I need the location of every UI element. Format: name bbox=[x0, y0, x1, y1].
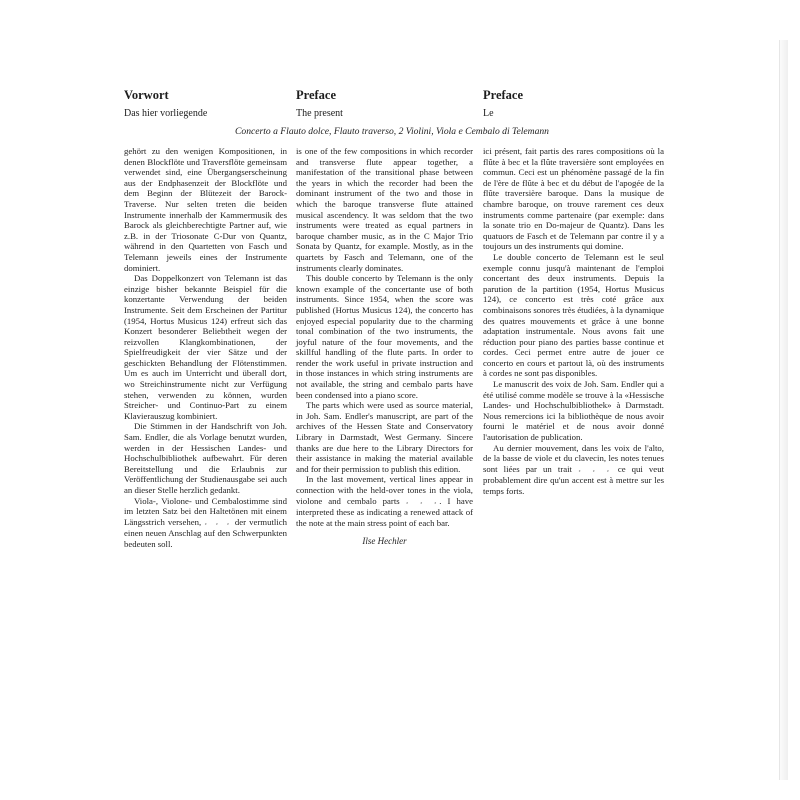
paragraph: Le manuscrit des voix de Joh. Sam. Endler qui a été utilisé comme modèle se trouve à la «Hessische Landes- und Hochschulbibliothek» à Darmstadt. Nous remercions ici la bibliothèque de nous avoir fourni le matériel et de nous avoir donné l'autorisation de publication. bbox=[483, 379, 664, 443]
paragraph-text: . I have interpreted these as indicating a renewed attack of the note at the main stress point of each bar. bbox=[296, 495, 473, 528]
column-german bbox=[124, 146, 287, 550]
paragraph: is one of the few compositions in which recorder and transverse flute appear together, a manifestation of the transitional phase between the years in which the recorder had been the dominant instrument of the two and those in which the baroque transverse flute attained musical ascendency. It was seldom that the two instruments were treated as equal partners in baroque chamber music, as in the C Major Trio Sonata by Quantz, for example. Mostly, as in the quartets by Fasch and Telemann, one of the instruments clearly dominates. bbox=[296, 146, 473, 273]
header-title: Preface bbox=[296, 88, 337, 102]
tenuto-marks-glyph: 𝆹 𝆹 𝆹 bbox=[405, 496, 440, 506]
column-english bbox=[296, 146, 473, 547]
paragraph-text: ce qui veut probablement dire qu'un accent est à mettre sur les temps forts. bbox=[483, 463, 665, 496]
header-title: Vorwort bbox=[124, 88, 169, 102]
paragraph: The parts which were used as source material, in Joh. Sam. Endler's manuscript, are part of the archives of the Hessen State and Conservatory Library in Darmstadt, West Germany. Sincere thanks are due here to the Library Directors for their assistance in making the material available and for their permission to publish this edition. bbox=[296, 400, 473, 474]
paragraph: gehört zu den wenigen Kompositionen, in denen Blockflöte und Traversflöte gemeinsam verwendet sind, eine Übergangserscheinung aus der Endphasenzeit der Blockflöte und dem Beginn der Blütezeit der Barock-Traverse. Nur selten treten die beiden Instrumente innerhalb der Kammermusik des Barock als gleichberechtigte Partner auf, wie z.B. in der Triosonate C-Dur von Quantz, während in den Quartetten von Fasch und Telemann jeweils eines der Instrumente dominiert. bbox=[124, 146, 287, 273]
header-subtitle: Le bbox=[483, 108, 494, 119]
column-french bbox=[483, 146, 664, 497]
header-subtitle: The present bbox=[296, 108, 343, 119]
paragraph: ici présent, fait partis des rares compositions où la flûte à bec et la flûte traversière sont employées en commun. Ceci est un phénomène passagé de la fin de l'ère de flûte à bec et du début de l'apogée de la flûte traversière baroque. Dans la musique de chambre baroque, on trouve rarement ces deux instruments comme partenaire (par exemple: dans la sonate trio en Do-majeur de Quantz). Dans les quatuors de Fasch et de Telemann par contre il y a toujours un des instruments qui domine. bbox=[483, 146, 664, 252]
paragraph: Die Stimmen in der Handschrift von Joh. Sam. Endler, die als Vorlage benutzt wurden, werden in der Hessischen Landes- und Hochschulbibliothek aufbewahrt. Für deren Bereitstellung und die Erlaubnis zur Veröffentlichung der Studienausgabe sei auch an dieser Stelle herzlich gedankt. bbox=[124, 421, 287, 495]
paragraph bbox=[124, 496, 287, 550]
header-english bbox=[296, 88, 343, 121]
paragraph bbox=[296, 474, 473, 528]
work-title-caption: Concerto a Flauto dolce, Flauto traverso, 2 Violini, Viola e Cembalo di Telemann bbox=[235, 126, 549, 137]
paragraph: Das Doppelkonzert von Telemann ist das einzige bisher bekannte Beispiel für die konzertante Verwendung der beiden Instrumente. Seit dem Erscheinen der Partitur (1954, Hortus Musicus 124) erfreut sich das Konzert besonderer Beliebtheit wegen der reizvollen Klangkombinationen, der Spielfreudigkeit der vier Sätze und der geschickten Behandlung der Flötenstimmen. Um es auch im Unterricht und überall dort, wo Streichinstrumente nicht zur Verfügung stehen, verwenden zu können, wurden Streicher- und Continuo-Part zu einem Klavierauszug kombiniert. bbox=[124, 273, 287, 421]
author-signature: Ilse Hechler bbox=[362, 536, 407, 547]
header-german bbox=[124, 88, 207, 121]
paragraph-text: In the last movement, vertical lines appear in connection with the held-over tones in the viola, violone and cembalo parts bbox=[296, 474, 473, 506]
header-subtitle: Das hier vorliegende bbox=[124, 108, 208, 119]
header-french bbox=[483, 88, 523, 121]
paragraph-text: der vermutlich einen neuen Anschlag auf den Schwerpunkten bedeuten soll. bbox=[124, 516, 288, 549]
paragraph: This double concerto by Telemann is the only known example of the concertante use of both instruments. Since 1954, when the score was published (Hortus Musicus 124), the concerto has enjoyed especial popularity due to the charming tonal combination of the two instruments, the joyful nature of the four movements, and the skillful handling of the flute parts. In order to render the work useful in private instruction and in those instances in which string instruments are not available, the string and cembalo parts have been condensed into a piano score. bbox=[296, 273, 473, 400]
paragraph-text: Viola-, Violone- und Cembalostimme sind im letzten Satz bei den Haltetönen mit einem Längsstrich versehen, bbox=[124, 495, 287, 527]
tenuto-marks-glyph: 𝆹 𝆹 𝆹 bbox=[578, 464, 612, 474]
header-title: Preface bbox=[483, 88, 524, 102]
paragraph: Le double concerto de Telemann est le seul exemple connu jusqu'à maintenant de l'emploi concertant des deux instruments. Depuis la parution de la partition (1954, Hortus Musicus 124), ce concerto est très coté grâce aux combinaisons sonores très étudiées, à la dynamique des quatres mouvements et grâce à une bonne adaptation instrumentale. Nous avons fait une réduction pour piano des parties basse continue et cordes. Ceci permet entre autre de jouer ce concerto en cours et partout là, où des instruments à cordes ne sont pas disponibles. bbox=[483, 251, 664, 379]
paragraph bbox=[483, 443, 664, 497]
tenuto-marks-glyph: 𝆹 𝆹 𝆹 bbox=[204, 517, 232, 527]
paragraph-text: Au dernier mouvement, dans les voix de l'alto, de la basse de viole et du clavecin, les notes tenues sont liées par un trait bbox=[483, 442, 664, 474]
page-edge bbox=[779, 40, 788, 780]
